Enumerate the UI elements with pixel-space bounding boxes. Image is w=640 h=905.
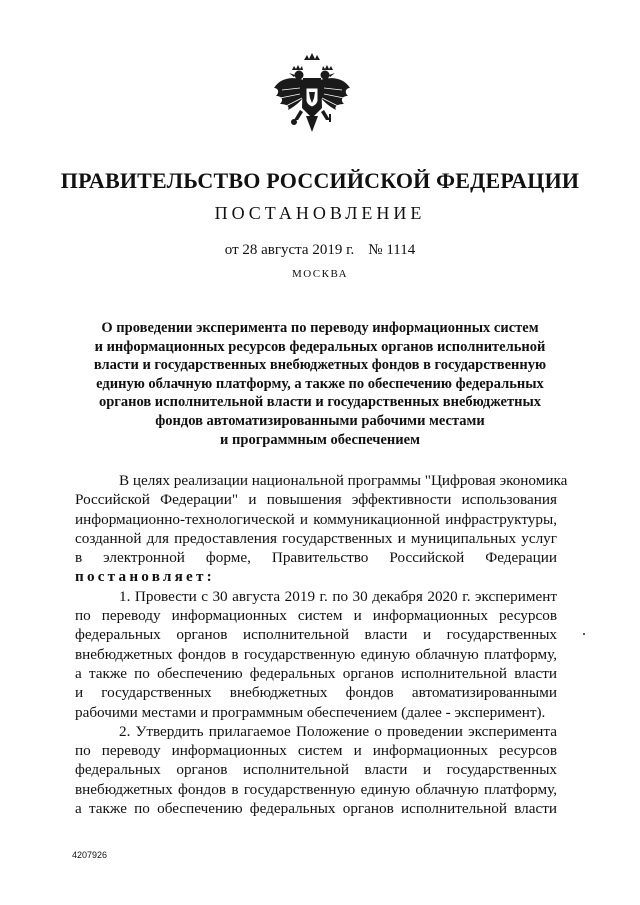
preamble-line: информационно-технологической и коммуникационной инфраструктуры, [75, 510, 557, 528]
government-name: ПРАВИТЕЛЬСТВО РОССИЙСКОЙ ФЕДЕРАЦИИ [60, 168, 580, 193]
title-line: фондов автоматизированными рабочими местами [155, 412, 485, 429]
coat-of-arms-icon [270, 48, 354, 144]
item2-line: федеральных органов исполнительной власти и государственных [75, 761, 557, 779]
item1-line: а также по обеспечению федеральных органов исполнительной власти [75, 664, 557, 682]
title-line: О проведении эксперимента по переводу информационных систем [101, 320, 539, 336]
decides-keyword: постановляет: [75, 568, 215, 586]
preamble-line: Российской Федерации" и повышения эффективности использования [75, 491, 557, 509]
preamble-line: В целях реализации национальной программы "Цифровая экономика [119, 472, 568, 489]
item2-line: по переводу информационных систем и информационных ресурсов [75, 742, 557, 760]
document-title [0, 319, 640, 449]
document-number: № 1114 [368, 242, 416, 258]
document-type: ПОСТАНОВЛЕНИЕ [214, 203, 426, 223]
item2-line: внебюджетных фондов в государственную единую облачную платформу, [75, 780, 557, 798]
title-line: органов исполнительной власти и государственных внебюджетных [98, 394, 542, 411]
item2-line: 2. Утвердить прилагаемое Положение о проведении эксперимента [119, 722, 557, 740]
city: МОСКВА [291, 268, 349, 280]
scan-speck [583, 633, 585, 635]
title-line: единую облачную платформу, а также по обеспечению федеральных [96, 375, 544, 392]
item1-line: федеральных органов исполнительной власти и государственных [75, 626, 557, 644]
document-code: 4207926 [72, 850, 108, 860]
title-line: власти и государственных внебюджетных фондов в государственную [93, 357, 547, 374]
title-line: и информационных ресурсов федеральных органов исполнительной [94, 338, 546, 355]
title-line: и программным обеспечением [220, 431, 420, 448]
date-line [0, 242, 640, 259]
document-body [75, 471, 568, 818]
preamble-line: в электронной форме, Правительство Российской Федерации [75, 549, 557, 567]
item1-line: 1. Провести с 30 августа 2019 г. по 30 декабря 2020 г. эксперимент [119, 587, 557, 605]
item1-line: внебюджетных фондов в государственную единую облачную платформу, [75, 645, 557, 663]
item1-line: и государственных внебюджетных фондов автоматизированными [75, 684, 557, 702]
document-date: от 28 августа 2019 г. [224, 242, 355, 258]
item1-line: по переводу информационных систем и информационных ресурсов [75, 607, 557, 625]
item1-line: рабочими местами и программным обеспечением (далее - эксперимент). [75, 703, 546, 721]
item2-line: а также по обеспечению федеральных органов исполнительной власти [75, 800, 557, 818]
preamble-line: созданной для предоставления государственных и муниципальных услуг [75, 529, 557, 547]
